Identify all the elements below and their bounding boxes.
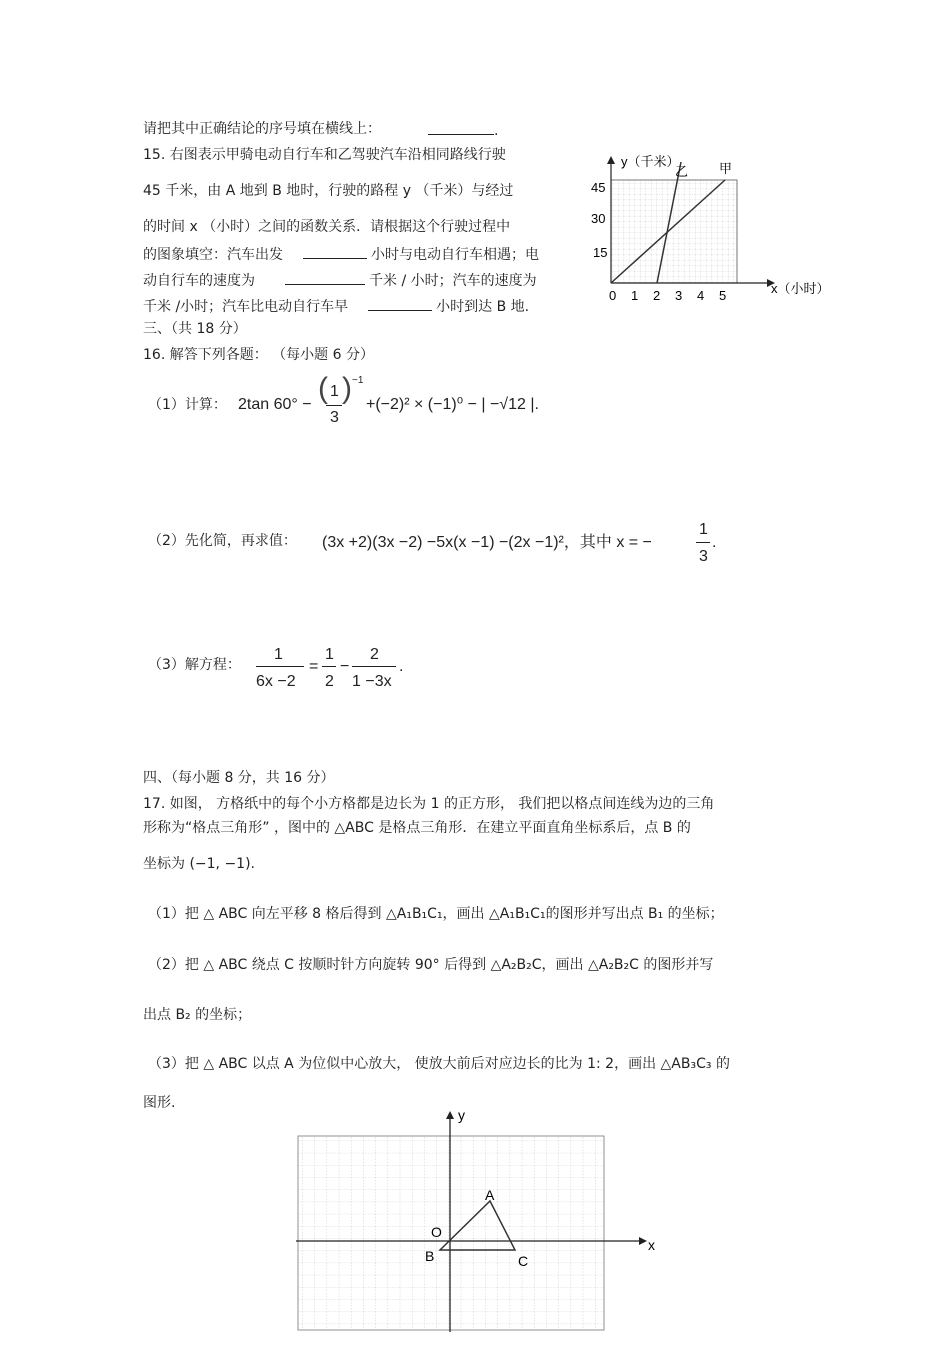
- q15-line1: 15. 右图表示甲骑电动自行车和乙驾驶汽车沿相同路线行驶: [143, 147, 506, 163]
- q17-x-arrow-icon: [639, 1237, 647, 1245]
- q17-part1: （1）把 △ ABC 向左平移 8 格后得到 △A₁B₁C₁，画出 △A₁B₁C₁的图形并写出点 B₁ 的坐标；: [148, 906, 724, 922]
- q16-eq-period: .: [399, 658, 404, 675]
- section-4-heading: 四、（每小题 8 分，共 16 分）: [143, 770, 335, 786]
- y-axis-label: y（千米）: [621, 154, 680, 169]
- q15-blank-2[interactable]: [285, 272, 365, 285]
- q16-frac-num: 1: [330, 383, 339, 400]
- y-axis-arrow-icon: [607, 156, 615, 164]
- point-c-label: C: [518, 1253, 529, 1269]
- xtick-1: 1: [631, 288, 639, 303]
- q16-paren-left: (: [318, 372, 328, 405]
- ytick-30: 30: [591, 211, 606, 226]
- q16-eq-f3-bar: [352, 666, 396, 667]
- q16-eq-f1-bar: [256, 666, 304, 667]
- q17-part3a: （3）把 △ ABC 以点 A 为位似中心放大， 使放大前后对应边长的比为 1: 2，画出 △AB₃C₃ 的: [148, 1056, 730, 1072]
- point-b-label: B: [425, 1248, 435, 1264]
- q15-blank-3[interactable]: [368, 298, 432, 311]
- q17-grid: [298, 1136, 604, 1330]
- q15-blank-1[interactable]: [303, 246, 367, 259]
- q15-line4: 的图象填空：汽车出发 小时与电动自行车相遇；电: [143, 247, 539, 263]
- q14-tail: 请把其中正确结论的序号填在横线上：: [143, 121, 381, 137]
- q14-blank[interactable]: .: [428, 122, 498, 138]
- q16-part1-expr-a: 2tan 60° −: [238, 396, 312, 413]
- q17-part2b: 出点 B₂ 的坐标；: [143, 1007, 252, 1023]
- q16-eq-f2-den: 2: [325, 673, 334, 690]
- q16-part2-label: （2）先化简，再求值：: [148, 533, 297, 549]
- q15-line6: 千米 /小时；汽车比电动自行车早 小时到达 B 地.: [143, 299, 530, 315]
- q15-line5: 动自行车的速度为 千米 / 小时；汽车的速度为: [143, 273, 537, 289]
- q15-line3: 的时间 x （小时）之间的函数关系．请根据这个行驶过程中: [143, 219, 511, 235]
- q16-eq-f1-num: 1: [274, 646, 283, 663]
- xtick-5: 5: [719, 288, 727, 303]
- q16-eq-equals: =: [309, 658, 319, 675]
- q16-eq-f1-den: 6x −2: [256, 673, 296, 690]
- q16-part2-period: .: [712, 534, 717, 551]
- q16-part2-frac-num: 1: [699, 521, 708, 538]
- q17-y-label: y: [458, 1107, 465, 1123]
- q17-x-label: x: [648, 1237, 655, 1253]
- xtick-4: 4: [697, 288, 705, 303]
- q17-part2a: （2）把 △ ABC 绕点 C 按顺时针方向旋转 90° 后得到 △A₂B₂C，画出 △A₂B₂C 的图形并写: [148, 957, 714, 973]
- label-jia: 甲: [719, 161, 733, 176]
- q16-frac-bar: [326, 405, 342, 406]
- q16-exponent: −1: [352, 375, 364, 386]
- q16-frac-den: 3: [330, 409, 339, 426]
- q17-line3: 坐标为 (−1, −1).: [143, 856, 255, 872]
- q16-eq-f3-den: 1 −3x: [352, 673, 392, 690]
- point-a-label: A: [485, 1187, 495, 1203]
- label-yi: 乙: [675, 164, 689, 179]
- x-axis-label: x（小时）: [771, 281, 830, 296]
- q17-line2: 形称为“格点三角形” ，图中的 △ABC 是格点三角形．在建立平面直角坐标系后，点 B 的: [143, 820, 691, 836]
- xtick-3: 3: [675, 288, 683, 303]
- q16-paren-right: ): [342, 372, 352, 405]
- q17-part3b: 图形.: [143, 1095, 176, 1111]
- q16-eq-f2-num: 1: [325, 646, 334, 663]
- q16-eq-f3-num: 2: [370, 646, 379, 663]
- q17-line1: 17. 如图， 方格纸中的每个小方格都是边长为 1 的正方形， 我们把以格点间连线为边的三角: [143, 796, 715, 812]
- ytick-45: 45: [591, 180, 606, 195]
- section-3-heading: 三、（共 18 分）: [143, 321, 247, 337]
- q17-y-arrow-icon: [446, 1111, 454, 1119]
- q15-graph: [585, 150, 860, 310]
- q16-heading: 16. 解答下列各题： （每小题 6 分）: [143, 347, 374, 363]
- q16-part3-label: （3）解方程：: [148, 657, 241, 673]
- q16-part1-label: （1）计算：: [148, 397, 227, 413]
- xtick-0: 0: [609, 288, 617, 303]
- q16-part1-expr-b: +(−2)² × (−1)⁰ − | −√12 |.: [366, 396, 539, 413]
- q16-eq-f2-bar: [322, 666, 336, 667]
- q15-line2: 45 千米，由 A 地到 B 地时，行驶的路程 y （千米）与经过: [143, 183, 514, 199]
- q16-part2-frac-bar: [696, 542, 710, 543]
- q16-part2-expr: (3x +2)(3x −2) −5x(x −1) −(2x −1)²，其中 x = −: [322, 534, 652, 551]
- origin-label: O: [431, 1224, 442, 1240]
- q16-eq-minus: −: [340, 658, 350, 675]
- q16-part2-frac-den: 3: [699, 548, 708, 565]
- ytick-15: 15: [593, 245, 608, 260]
- q17-grid-figure: [290, 1104, 670, 1336]
- xtick-2: 2: [653, 288, 661, 303]
